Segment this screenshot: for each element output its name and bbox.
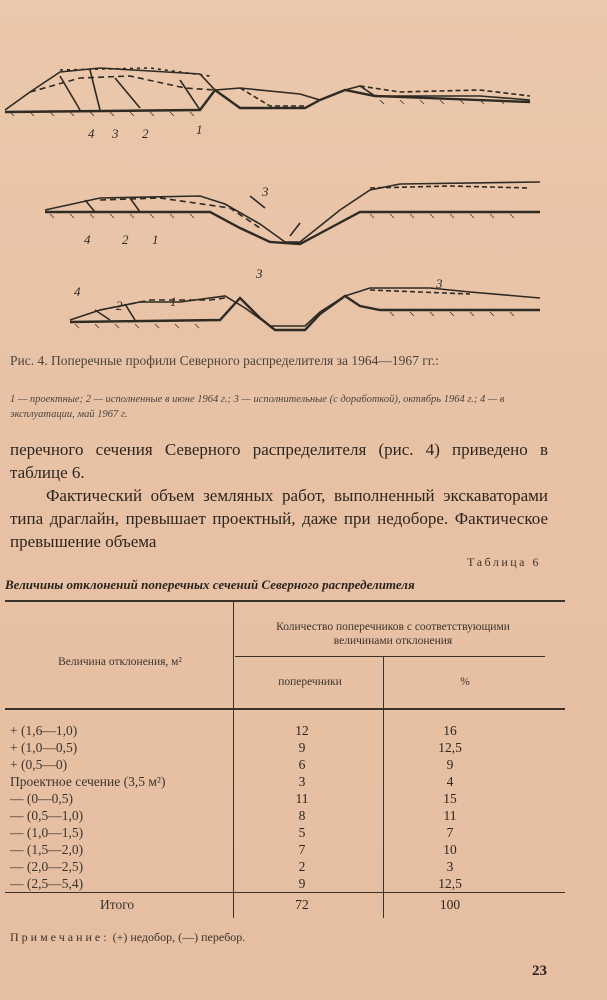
paragraph-2: Фактический объем земляных работ, выполненный экскаваторами типа драглайн, превышает проектный, даже при недоборе. Фактическое превышение объема xyxy=(10,486,548,551)
table-row-percent: 15 xyxy=(443,791,457,806)
profile-3-label-3b: 3 xyxy=(436,276,443,291)
table-col-divider-2 xyxy=(383,656,384,918)
table-row-count: 12 xyxy=(295,723,309,738)
profile-1-label-1: 1 xyxy=(196,122,203,137)
table-note xyxy=(10,930,245,945)
table-row-percent: 11 xyxy=(443,808,457,823)
profile-3-label-4: 4 xyxy=(74,284,81,299)
table-row-label: + (1,0—0,5) xyxy=(10,740,78,755)
table-total-label: Итого xyxy=(100,897,135,912)
body-text xyxy=(10,438,548,553)
profile-3 xyxy=(70,288,540,330)
table-row-count: 2 xyxy=(298,859,306,874)
table-row-label: + (0,5—0) xyxy=(10,757,68,772)
figure-caption: Рис. 4. Поперечные профили Северного распределителя за 1964—1967 гг.: xyxy=(10,353,439,368)
profile-2-label-4: 4 xyxy=(84,232,91,247)
profile-2-label-2: 2 xyxy=(122,232,129,247)
header-group: Количество поперечников с соответствующими величинами отклонения xyxy=(276,621,510,647)
table-col-divider-1 xyxy=(233,600,234,918)
figure-legend: 1 — проектные; 2 — исполненные в июне 1964 г.; 3 — исполнительные (с доработкой), октябрь 1964 г.; 4 — в эксплуатации, май 1967 г. xyxy=(10,394,505,420)
table-row-label: + (1,6—1,0) xyxy=(10,723,78,738)
table-row-count: 5 xyxy=(298,825,306,840)
table-row-count: 6 xyxy=(298,757,306,772)
profile-3-label-3a: 3 xyxy=(256,266,263,281)
page-number: 23 xyxy=(532,963,547,979)
table-row-percent: 9 xyxy=(446,757,454,772)
table-row-percent: 16 xyxy=(443,723,457,738)
table-total-rule xyxy=(5,892,565,893)
table-row-count: 3 xyxy=(298,774,306,789)
table-row-label: Проектное сечение (3,5 м²) xyxy=(10,774,166,789)
table-row-count: 11 xyxy=(295,791,309,806)
table-row-percent: 10 xyxy=(443,842,457,857)
profile-1-label-3: 3 xyxy=(112,126,119,141)
table-row-count: 8 xyxy=(298,808,306,823)
profile-1-label-2: 2 xyxy=(142,126,149,141)
table-row-count: 7 xyxy=(298,842,306,857)
note-lead: Примечание: xyxy=(10,930,110,944)
cross-section-figure xyxy=(0,48,607,348)
profile-2-label-1: 1 xyxy=(152,232,159,247)
table-row-percent: 4 xyxy=(446,774,454,789)
table-row-label: — (0—0,5) xyxy=(10,791,73,806)
profile-2-label-3: 3 xyxy=(262,184,269,199)
header-deviation: Величина отклонения, м² xyxy=(58,656,182,668)
table-row-percent: 12,5 xyxy=(438,876,462,891)
table-total-count: 72 xyxy=(295,897,309,912)
table-row-count: 9 xyxy=(298,876,306,891)
table-row-percent: 3 xyxy=(446,859,454,874)
table-row-label: — (2,5—5,4) xyxy=(10,876,84,891)
paragraph-1: перечного сечения Северного распределителя (рис. 4) приведено в таблице 6. xyxy=(10,440,548,482)
table-total-percent: 100 xyxy=(439,897,461,912)
table-row-label: — (1,5—2,0) xyxy=(10,842,84,857)
table-row-label: — (1,0—1,5) xyxy=(10,825,84,840)
table-row-count: 9 xyxy=(298,740,306,755)
profile-3-label-1: 1 xyxy=(170,294,177,309)
profile-1-label-4: 4 xyxy=(88,126,95,141)
table-row-percent: 7 xyxy=(446,825,454,840)
table-label: Таблица 6 xyxy=(467,555,541,569)
table-header-bottom-rule xyxy=(5,708,565,710)
table-header-divider xyxy=(235,656,545,657)
profile-3-label-2: 2 xyxy=(116,298,123,313)
table-row-percent: 12,5 xyxy=(438,740,462,755)
profile-2 xyxy=(45,182,540,244)
profile-1 xyxy=(5,68,530,112)
table-top-rule xyxy=(5,600,565,602)
note-text: (+) недобор, (—) перебор. xyxy=(112,930,246,944)
header-percent: % xyxy=(460,676,470,688)
table-title: Величины отклонений поперечных сечений Северного распределителя xyxy=(5,577,415,592)
table-row-label: — (2,0—2,5) xyxy=(10,859,84,874)
header-cross-sections: поперечники xyxy=(278,676,342,688)
table-row-label: — (0,5—1,0) xyxy=(10,808,84,823)
